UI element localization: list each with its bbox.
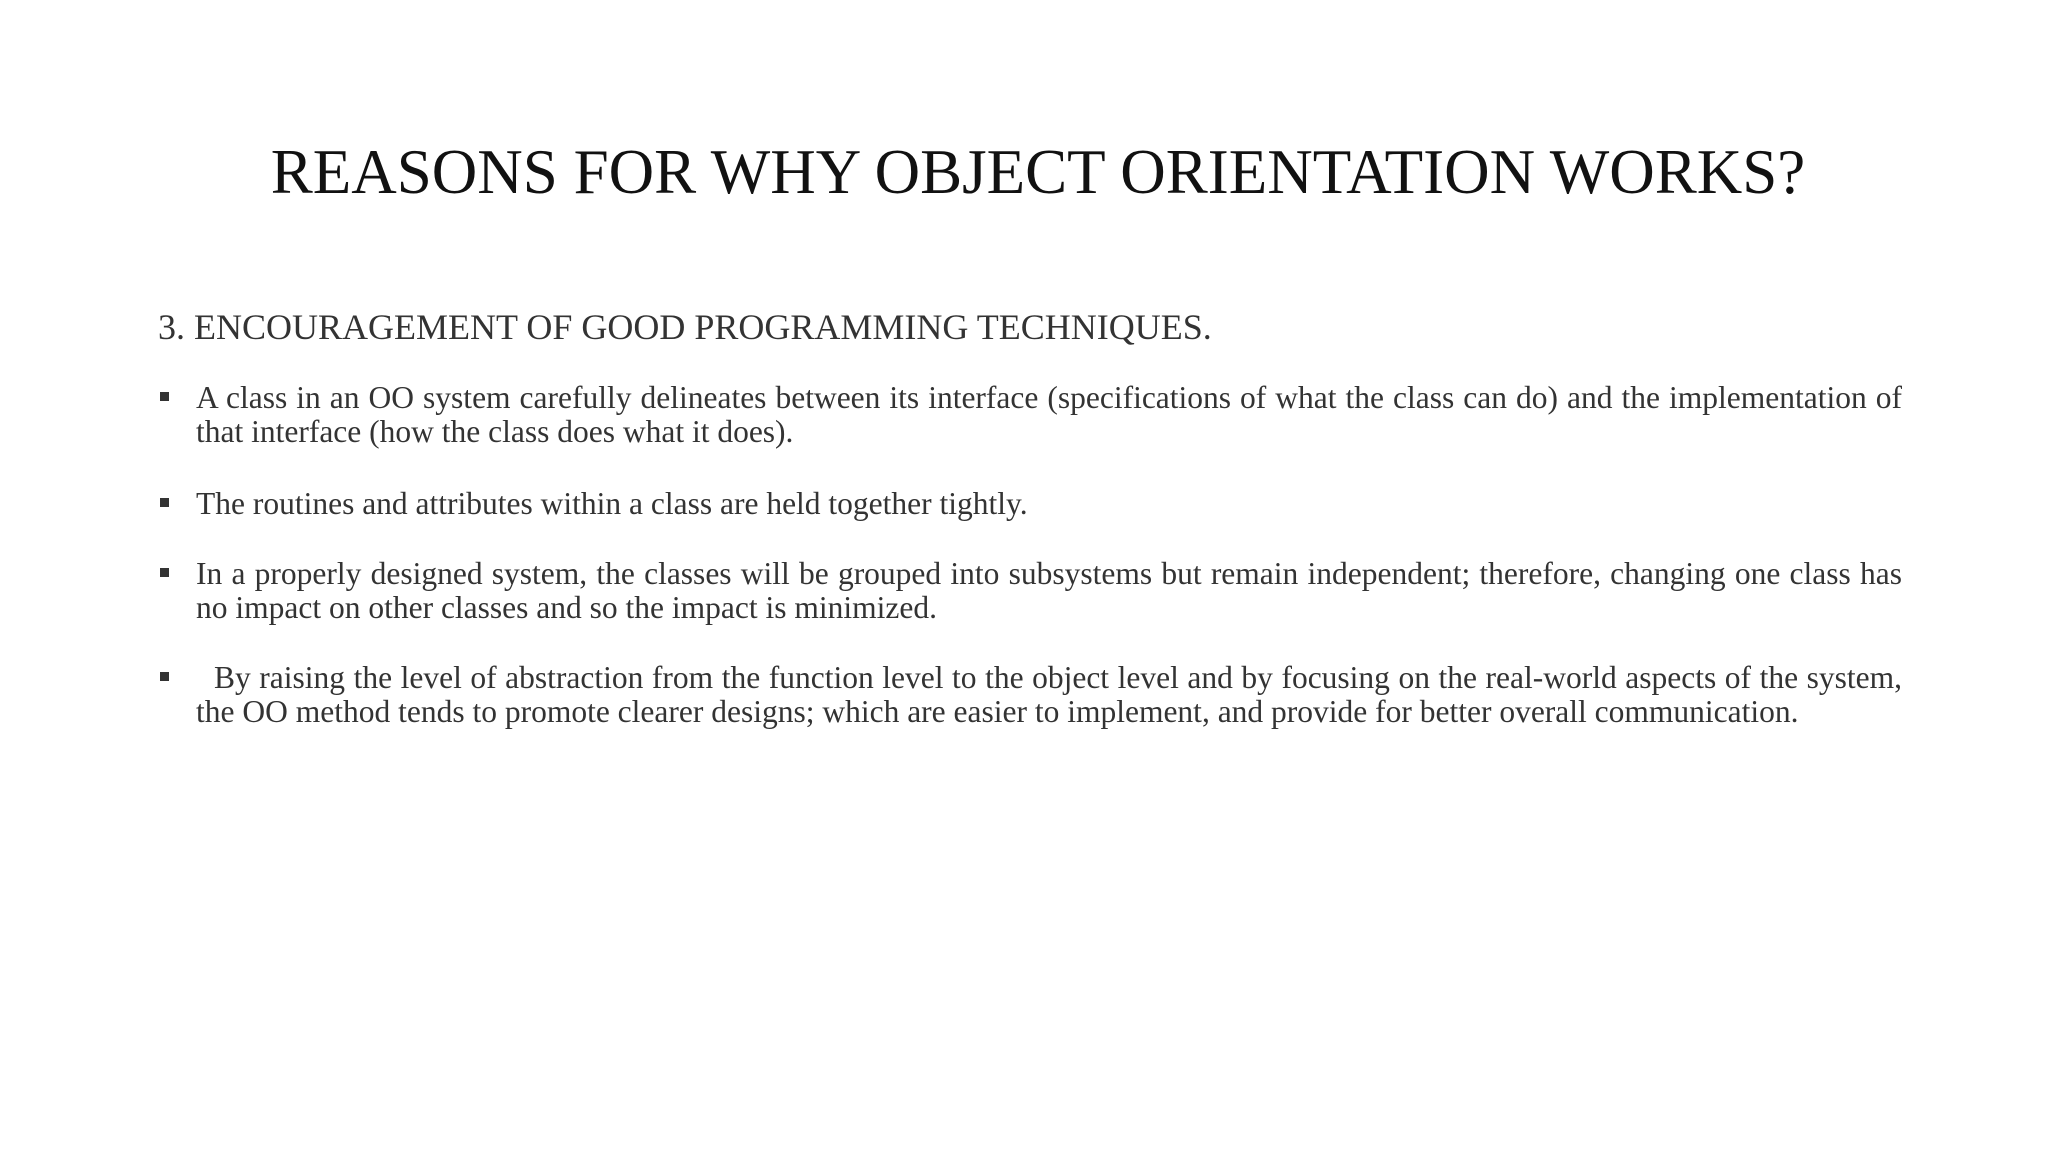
section-heading: 3. ENCOURAGEMENT OF GOOD PROGRAMMING TECHNIQUES. (158, 307, 1212, 347)
bullet-item (158, 381, 1902, 449)
bullet-text: By raising the level of abstraction from the function level to the object level and by focusing on the real-world aspects of the system, the OO method tends to promote clearer designs; which are easier to implement, and provide for better overall communication. (196, 660, 1902, 729)
bullet-text: In a properly designed system, the classes will be grouped into subsystems but remain independent; therefore, changing one class has no impact on other classes and so the impact is minimized. (196, 556, 1902, 625)
square-bullet-icon (160, 392, 169, 401)
bullet-text: The routines and attributes within a class are held together tightly. (196, 486, 1028, 521)
square-bullet-icon (160, 498, 169, 507)
slide-title: REASONS FOR WHY OBJECT ORIENTATION WORKS? (270, 137, 1806, 207)
bullet-list (158, 381, 1902, 767)
square-bullet-icon (160, 672, 169, 681)
bullet-item (158, 487, 1902, 521)
bullet-text: A class in an OO system carefully delineates between its interface (specifications of what the class can do) and the implementation of that interface (how the class does what it does). (196, 380, 1902, 449)
square-bullet-icon (160, 568, 169, 577)
bullet-item (158, 557, 1902, 625)
bullet-item (158, 661, 1902, 729)
